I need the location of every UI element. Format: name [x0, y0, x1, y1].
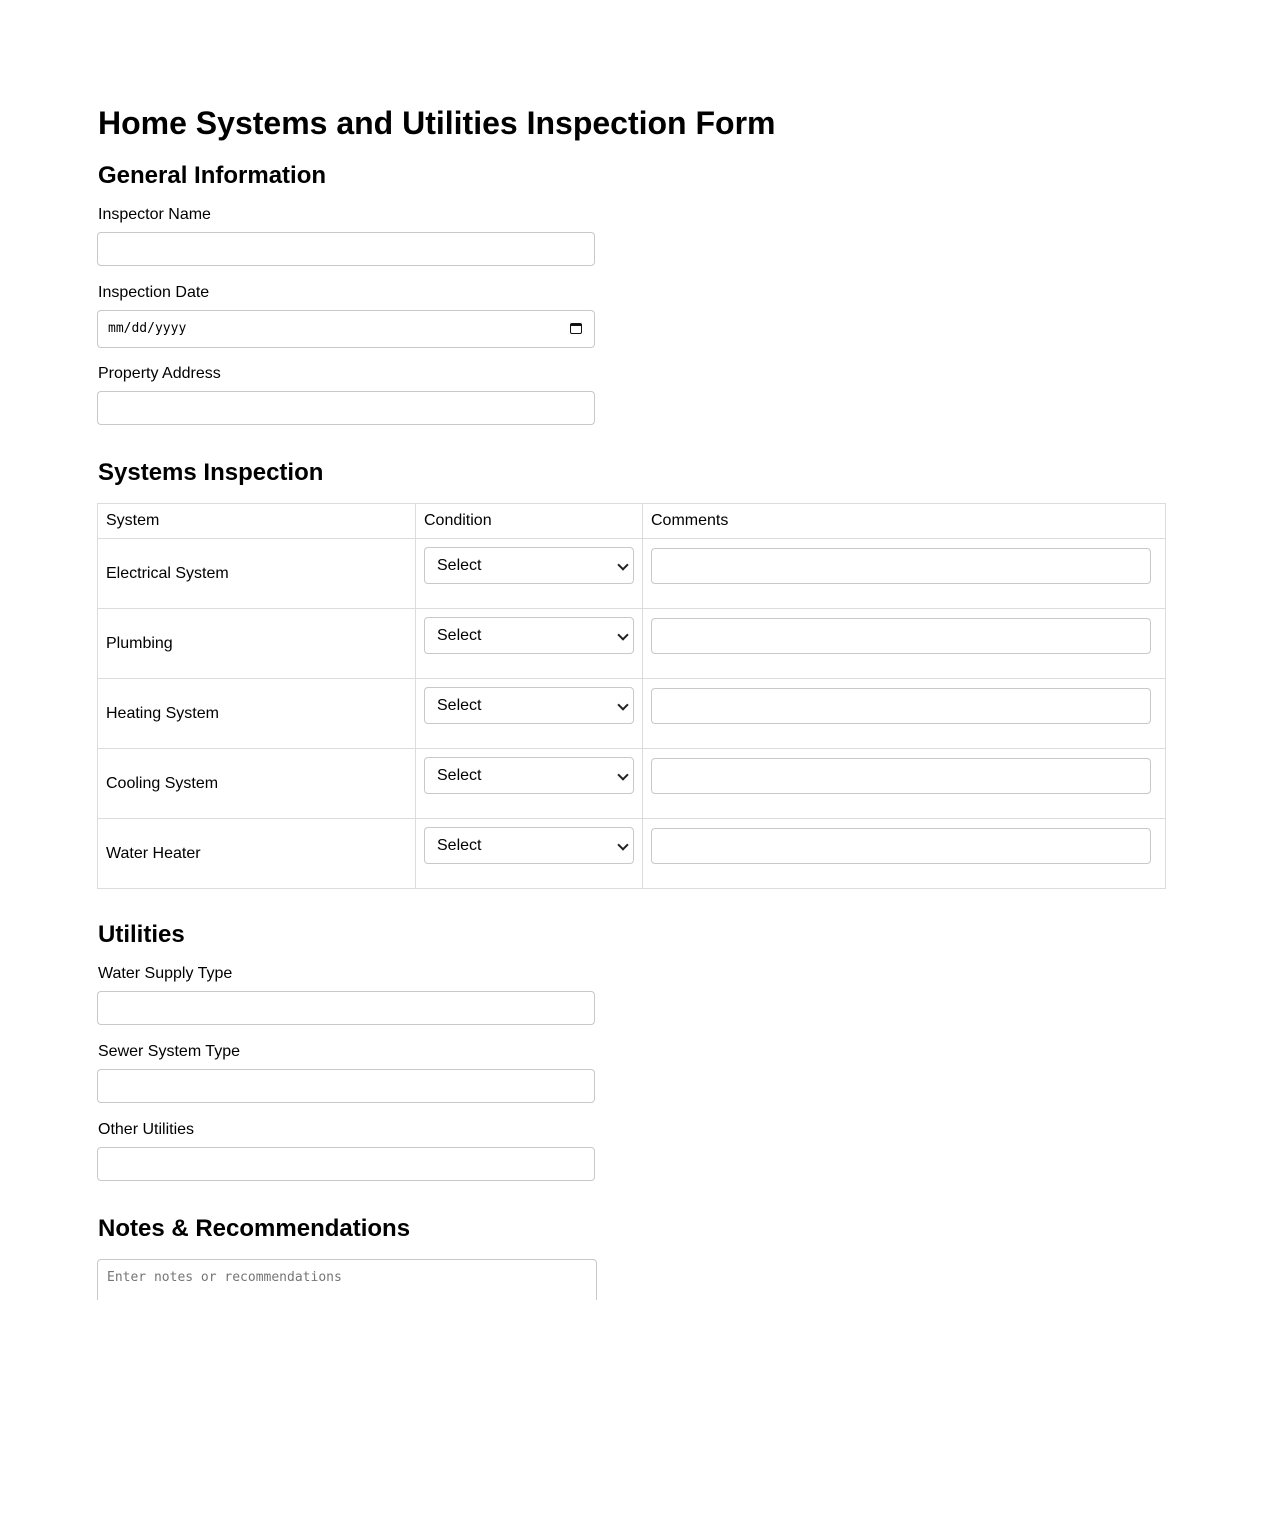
property-address-label: Property Address	[98, 365, 221, 382]
system-name: Plumbing	[98, 609, 416, 679]
column-header-condition: Condition	[416, 504, 643, 539]
condition-select[interactable]	[424, 617, 634, 654]
chevron-down-icon	[617, 769, 628, 780]
section-utilities-heading: Utilities	[98, 921, 185, 948]
table-row	[98, 819, 1166, 889]
inspector-name-input[interactable]	[97, 232, 595, 266]
sewer-system-label: Sewer System Type	[98, 1043, 240, 1060]
comments-input[interactable]	[651, 758, 1151, 794]
select-value: Select	[437, 627, 482, 644]
system-name: Heating System	[98, 679, 416, 749]
notes-placeholder: Enter notes or recommendations	[107, 1270, 342, 1285]
systems-table	[97, 503, 1166, 889]
section-systems-heading: Systems Inspection	[98, 459, 324, 486]
table-row	[98, 679, 1166, 749]
chevron-down-icon	[617, 629, 628, 640]
page-title: Home Systems and Utilities Inspection Form	[98, 105, 776, 141]
column-header-comments: Comments	[643, 504, 1166, 539]
other-utilities-label: Other Utilities	[98, 1121, 195, 1138]
column-header-system: System	[98, 504, 416, 539]
notes-textarea[interactable]	[97, 1259, 597, 1300]
condition-select[interactable]	[424, 757, 634, 794]
select-value: Select	[437, 837, 482, 854]
water-supply-input[interactable]	[97, 991, 595, 1025]
system-name: Cooling System	[98, 749, 416, 819]
comments-input[interactable]	[651, 688, 1151, 724]
table-row	[98, 539, 1166, 609]
chevron-down-icon	[617, 559, 628, 570]
water-supply-label: Water Supply Type	[98, 965, 233, 982]
table-row	[98, 609, 1166, 679]
calendar-icon[interactable]	[570, 323, 582, 334]
system-name: Water Heater	[98, 819, 416, 889]
comments-input[interactable]	[651, 548, 1151, 584]
inspection-date-label: Inspection Date	[98, 284, 210, 301]
inspection-date-input[interactable]	[97, 310, 595, 348]
system-name: Electrical System	[98, 539, 416, 609]
chevron-down-icon	[617, 839, 628, 850]
comments-input[interactable]	[651, 828, 1151, 864]
sewer-system-input[interactable]	[97, 1069, 595, 1103]
section-general-heading: General Information	[98, 162, 327, 189]
table-header-row	[98, 504, 1166, 539]
section-notes-heading: Notes & Recommendations	[98, 1215, 411, 1242]
chevron-down-icon	[617, 699, 628, 710]
condition-select[interactable]	[424, 827, 634, 864]
comments-input[interactable]	[651, 618, 1151, 654]
inspector-name-label: Inspector Name	[98, 206, 211, 223]
select-value: Select	[437, 767, 482, 784]
table-row	[98, 749, 1166, 819]
condition-select[interactable]	[424, 547, 634, 584]
date-placeholder: mm/dd/yyyy	[108, 321, 187, 336]
property-address-input[interactable]	[97, 391, 595, 425]
condition-select[interactable]	[424, 687, 634, 724]
other-utilities-input[interactable]	[97, 1147, 595, 1181]
select-value: Select	[437, 557, 482, 574]
select-value: Select	[437, 697, 482, 714]
